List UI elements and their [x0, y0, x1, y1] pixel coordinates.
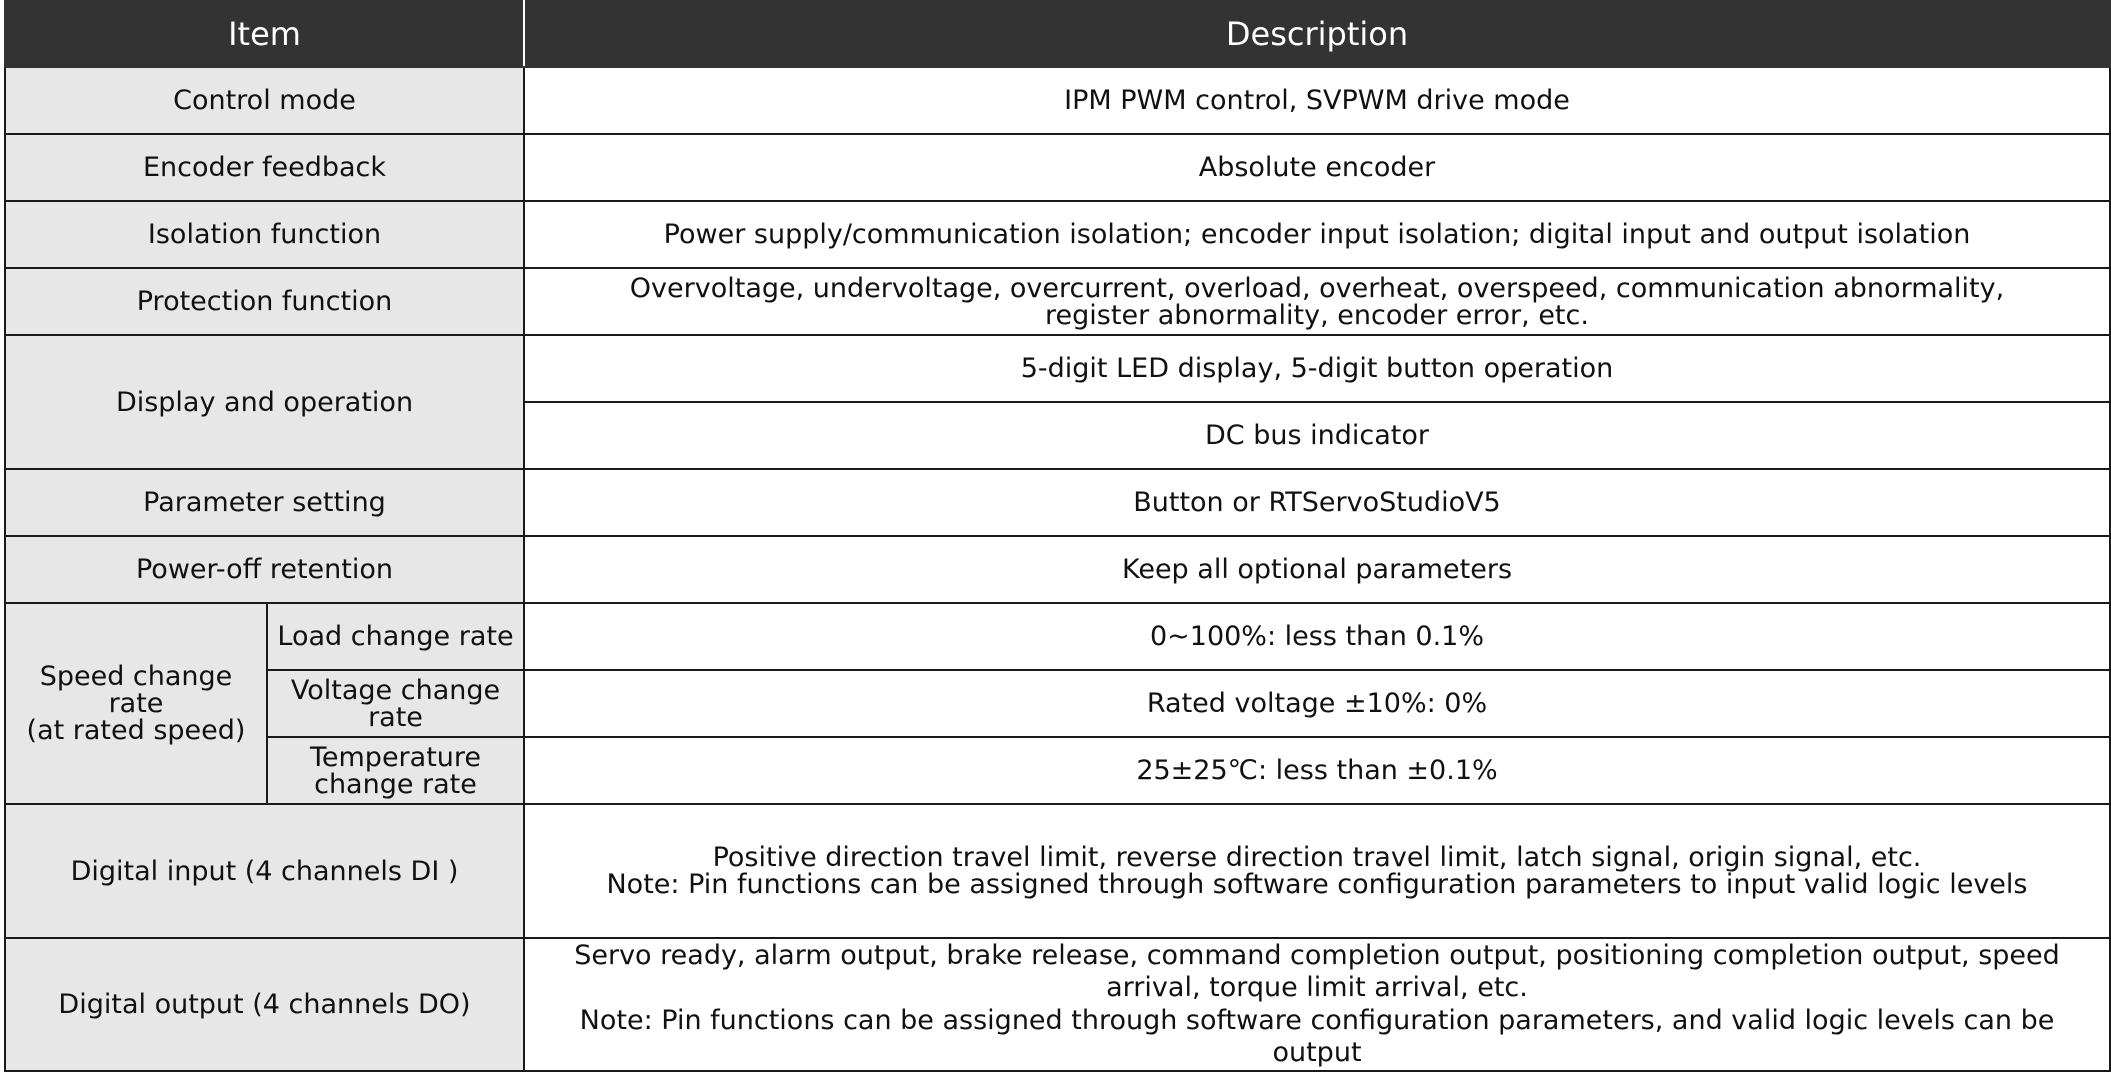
item-digital-input: Digital input (4 channels DI ) — [5, 804, 524, 938]
table-row — [5, 201, 2110, 268]
desc-digital-output — [524, 938, 2110, 1071]
header-row — [5, 1, 2110, 67]
desc-parameter-setting: Button or RTServoStudioV5 — [524, 469, 2110, 536]
desc-control-mode: IPM PWM control, SVPWM drive mode — [524, 67, 2110, 134]
desc-display-dc-bus: DC bus indicator — [524, 402, 2110, 469]
item-voltage-line1: Voltage change — [290, 674, 501, 706]
item-isolation-function: Isolation function — [5, 201, 524, 268]
item-temperature-change-rate — [267, 737, 524, 804]
table-row — [5, 268, 2110, 335]
item-voltage-line2: rate — [368, 701, 423, 733]
table-row — [5, 67, 2110, 134]
table-row — [5, 603, 2110, 670]
desc-digital-input — [524, 804, 2110, 938]
item-digital-output: Digital output (4 channels DO) — [5, 938, 524, 1071]
desc-temperature-change-rate: 25±25℃: less than ±0.1% — [524, 737, 2110, 804]
header-description: Description — [524, 1, 2110, 67]
desc-digital-input-line1: Positive direction travel limit, reverse direction travel limit, latch signal, origin signal, etc. — [712, 842, 1922, 873]
header-item: Item — [5, 1, 524, 67]
table-row — [5, 335, 2110, 402]
item-speed-line1: Speed change rate — [39, 661, 233, 719]
item-temperature-line1: Temperature — [309, 741, 482, 773]
item-protection-function: Protection function — [5, 268, 524, 335]
item-parameter-setting: Parameter setting — [5, 469, 524, 536]
item-voltage-change-rate — [267, 670, 524, 737]
item-load-change-rate: Load change rate — [267, 603, 524, 670]
desc-digital-output-line2: arrival, torque limit arrival, etc. — [1106, 972, 1528, 1004]
desc-power-off-retention: Keep all optional parameters — [524, 536, 2110, 603]
desc-display-led: 5-digit LED display, 5-digit button operation — [524, 335, 2110, 402]
desc-encoder-feedback: Absolute encoder — [524, 134, 2110, 201]
table-row — [5, 670, 2110, 737]
desc-digital-output-line3: Note: Pin functions can be assigned through software configuration parameters, and valid logic levels can be output — [579, 1004, 2055, 1068]
item-encoder-feedback: Encoder feedback — [5, 134, 524, 201]
table-row — [5, 938, 2110, 1071]
desc-digital-output-line1: Servo ready, alarm output, brake release, command completion output, positioning completion output, speed — [574, 939, 2060, 971]
item-power-off-retention: Power-off retention — [5, 536, 524, 603]
desc-voltage-change-rate: Rated voltage ±10%: 0% — [524, 670, 2110, 737]
item-temperature-line2: change rate — [314, 768, 477, 800]
item-speed-line2: (at rated speed) — [26, 715, 246, 746]
desc-digital-input-line2: Note: Pin functions can be assigned through software configuration parameters to input valid logic levels — [606, 869, 2028, 900]
spec-table — [4, 0, 2111, 1072]
table-row — [5, 536, 2110, 603]
table-row — [5, 737, 2110, 804]
desc-protection-function — [524, 268, 2110, 335]
desc-isolation-function: Power supply/communication isolation; encoder input isolation; digital input and output isolation — [524, 201, 2110, 268]
table-row — [5, 134, 2110, 201]
table-row — [5, 469, 2110, 536]
desc-load-change-rate: 0~100%: less than 0.1% — [524, 603, 2110, 670]
desc-protection-line2: register abnormality, encoder error, etc. — [1045, 299, 1589, 331]
table-row — [5, 804, 2110, 938]
item-speed-change-rate — [5, 603, 267, 804]
item-display-operation: Display and operation — [5, 335, 524, 469]
desc-protection-line1: Overvoltage, undervoltage, overcurrent, overload, overheat, overspeed, communication abnormality, — [629, 272, 2005, 304]
item-control-mode: Control mode — [5, 67, 524, 134]
